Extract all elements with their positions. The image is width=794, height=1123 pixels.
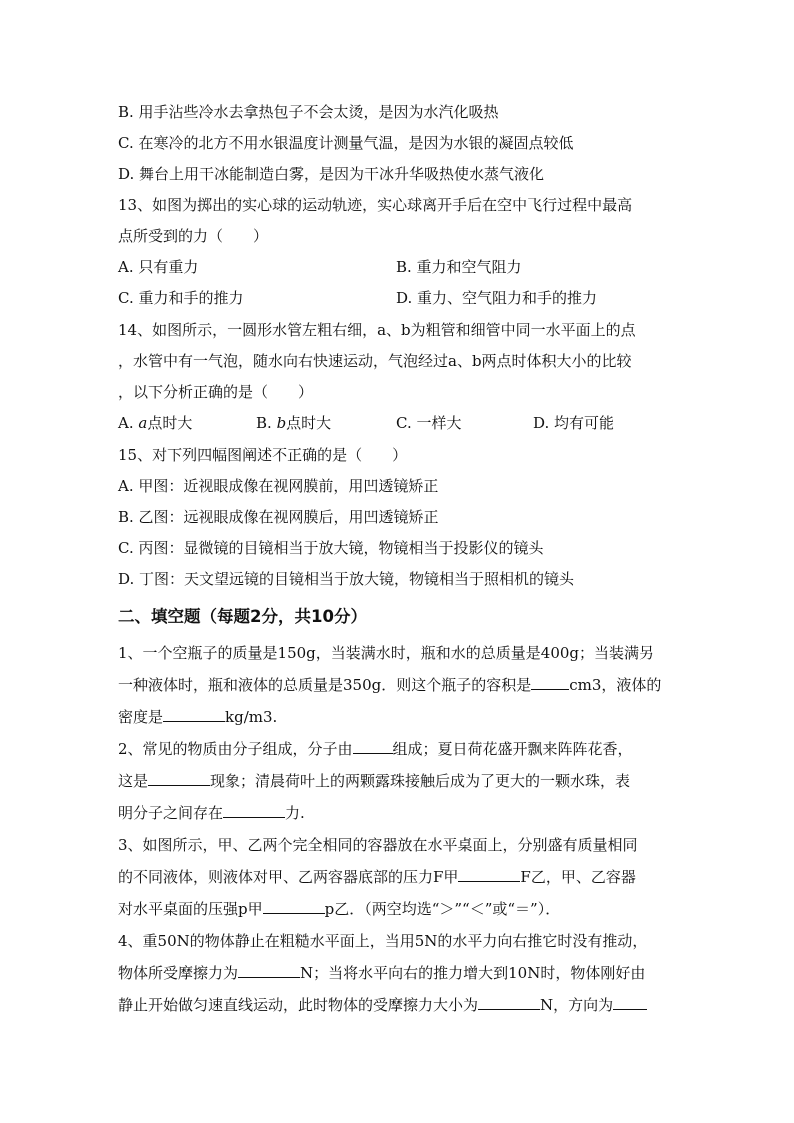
q14-stem-line3: ，以下分析正确的是（ ） — [118, 383, 314, 401]
answer-blank — [263, 899, 325, 914]
q15-option-c: C. 丙图：显微镜的目镜相当于放大镜，物镜相当于投影仪的镜头 — [118, 539, 544, 557]
f4-line2: 物体所受摩擦力为 N；当将水平向右的推力增大到10N时，物体刚好由 — [118, 964, 646, 982]
answer-blank — [163, 707, 225, 722]
q13-stem-line2: 点所受到的力（ ） — [118, 227, 269, 245]
q13-option-c: C. 重力和手的推力 — [118, 289, 244, 307]
q13-options-row2 — [118, 288, 718, 308]
f3-line2: 的不同液体，则液体对甲、乙两容器底部的压力F甲 F乙，甲、乙容器 — [118, 868, 636, 886]
f2-line1: 2、常见的物质由分子组成，分子由 组成；夏日荷花盛开飘来阵阵花香， — [118, 740, 633, 758]
f2-line3: 明分子之间存在 力. — [118, 804, 305, 822]
q12-option-d: D. 舞台上用干冰能制造白雾，是因为干冰升华吸热使水蒸气液化 — [118, 165, 545, 183]
q14-stem-line1: 14、如图所示，一圆形水管左粗右细，a、b为粗管和细管中同一水平面上的点 — [118, 321, 636, 339]
q12-option-c: C. 在寒冷的北方不用水银温度计测量气温，是因为水银的凝固点较低 — [118, 134, 574, 152]
answer-blank — [478, 995, 540, 1010]
q14-option-c: C. 一样大 — [396, 414, 462, 432]
answer-blank — [613, 995, 647, 1010]
answer-blank — [238, 963, 300, 978]
q14-option-b: B. b点时大 — [256, 414, 332, 432]
q12-option-b: B. 用手沾些冷水去拿热包子不会太烫，是因为水汽化吸热 — [118, 103, 499, 121]
q13-stem-line1: 13、如图为掷出的实心球的运动轨迹，实心球离开手后在空中飞行过程中最高 — [118, 196, 633, 214]
f4-line1: 4、重50N的物体静止在粗糙水平面上，当用5N的水平力向右推它时没有推动， — [118, 932, 648, 950]
q14-stem-line2: ，水管中有一气泡，随水向右快速运动，气泡经过a、b两点时体积大小的比较 — [118, 352, 632, 370]
answer-blank — [148, 771, 210, 786]
q13-option-b: B. 重力和空气阻力 — [396, 258, 522, 276]
f3-line1: 3、如图所示，甲、乙两个完全相同的容器放在水平桌面上，分别盛有质量相同 — [118, 836, 638, 854]
f1-line1: 1、一个空瓶子的质量是150g，当装满水时，瓶和水的总质量是400g；当装满另 — [118, 644, 655, 662]
f1-line3: 密度是 kg/m3. — [118, 708, 278, 726]
answer-blank — [531, 675, 569, 690]
q15-option-d: D. 丁图：天文望远镜的目镜相当于放大镜，物镜相当于照相机的镜头 — [118, 570, 575, 588]
section-fill-in-title: 二、填空题（每题2分，共10分） — [118, 607, 367, 626]
q13-option-d: D. 重力、空气阻力和手的推力 — [396, 289, 598, 307]
q14-option-d: D. 均有可能 — [533, 414, 615, 432]
answer-blank — [458, 867, 520, 882]
q15-option-a: A. 甲图：近视眼成像在视网膜前，用凹透镜矫正 — [118, 477, 439, 495]
q15-option-b: B. 乙图：远视眼成像在视网膜后，用凹透镜矫正 — [118, 508, 439, 526]
f3-line3: 对水平桌面的压强p甲 p乙．（两空均选“＞”“＜”或“＝”）． — [118, 900, 561, 918]
q13-options-row1 — [118, 257, 718, 277]
f2-line2: 这是 现象；清晨荷叶上的两颗露珠接触后成为了更大的一颗水珠，表 — [118, 772, 631, 790]
q13-option-a: A. 只有重力 — [118, 258, 199, 276]
f4-line3: 静止开始做匀速直线运动，此时物体的受摩擦力大小为 N，方向为 — [118, 995, 647, 1015]
f1-line2: 一种液体时，瓶和液体的总质量是350g．则这个瓶子的容积是 cm3，液体的 — [118, 676, 662, 694]
answer-blank — [353, 739, 393, 754]
answer-blank — [223, 803, 285, 818]
q15-stem: 15、对下列四幅图阐述不正确的是（ ） — [118, 446, 408, 464]
q14-option-a: A. a点时大 — [118, 414, 193, 432]
